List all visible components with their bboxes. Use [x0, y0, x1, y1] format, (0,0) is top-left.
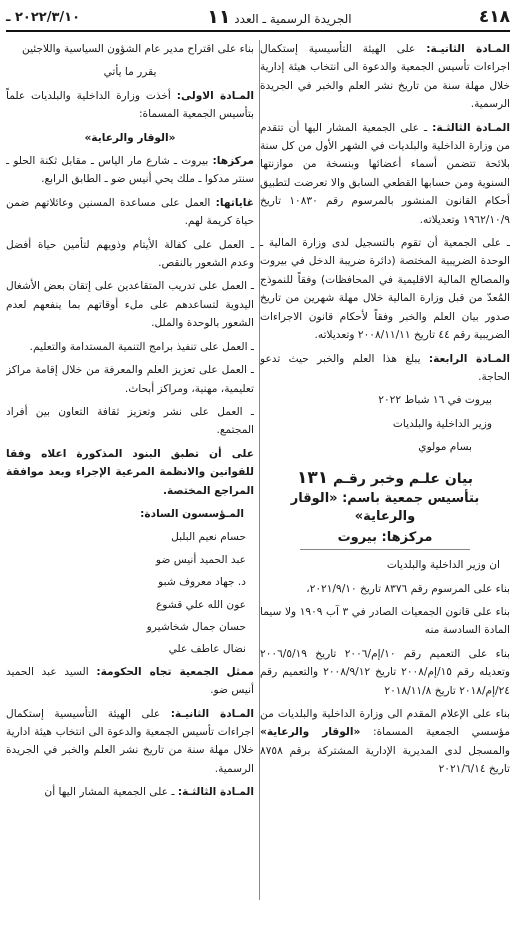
article-label: المـادة الرابعة: — [428, 352, 510, 365]
government-representative — [6, 663, 254, 700]
hq-label: مركزها: — [212, 155, 254, 168]
signature-place-date: بيروت في ١٦ شباط ٢٠٢٢ — [378, 394, 492, 407]
notice-basis-law: بناء على قانون الجمعيات الصادر في ٣ آب ١٩٠٩ ولا سيما المادة السادسة منه — [260, 605, 510, 637]
article-3-tax-clause: ـ على الجمعية أن تقوم بالتسجيل لدى وزارة المالية ـ الوحدة الضريبية المختصة (دائرة ضريبة الدخل في بيروت والمصالح المالية الاقليمية في المحافظات) وفقاً للنموذج المُعدّ من قبل وزارة المالية خلال مهلة شهرين من تاريخ صدور بيان العلم والخبر وفقاً لأحكام قانون الاجراءات الضريبية رقم ٤٤ تاريخ ٢٠٠٨/١١/١١ وتعديلاته. — [260, 237, 510, 342]
representative-text: السيد عبد الحميد أنيس ضو. — [6, 665, 254, 697]
minister-name: بسام مولوي — [418, 441, 472, 454]
notice-subtitle: بتأسيس جمعية باسم: «الوقار والرعاية» — [290, 490, 480, 525]
declaration-text-b: والمسجل لدى المديرية الإدارية المشتركة برقم ٨٧٥٨ تاريخ ٢٠٢١/٦/١٤ — [260, 744, 510, 776]
article-text: على الهيئة التأسيسية إستكمال اجراءات تأسيس الجمعية والدعوة الى انتخاب هيئة إدارية خلال مهلة سنة من تاريخ نشر العلم والخبر في الجريدة الرسمية. — [260, 43, 510, 111]
representative-label: ممثل الجمعية تجاه الحكومة: — [96, 665, 254, 678]
article-text: ـ على الجمعية المشار اليها أن — [44, 786, 175, 799]
goal-item: ـ العمل على نشر وتعزيز ثقافة التعاون بين أفراد المجتمع. — [6, 405, 254, 437]
notice-rule — [300, 549, 470, 550]
article-text: أخذت وزارة الداخلية والبلديات علماً بتأسيس الجمعية المسماة: — [6, 89, 254, 121]
minister-title: وزير الداخلية والبلديات — [392, 417, 492, 430]
journal-title — [207, 6, 351, 28]
article-label: المـادة الثالثـة: — [177, 786, 254, 799]
right-column — [260, 40, 510, 920]
founder-name: عون الله علي قشوع — [155, 598, 246, 611]
goal-item: ـ العمل على تنفيذ برامج التنمية المستدامة والتعليم. — [29, 340, 254, 353]
article-text: على الهيئة التأسيسية إستكمال اجراءات تأسيس الجمعية والدعوة الى انتخاب هيئة ادارية خلال مهلة سنة من تاريخ نشر العلم والخبر في الجريدة الرسمية. — [6, 707, 254, 775]
article-2 — [260, 40, 510, 114]
notice-basis-declaration — [260, 705, 510, 779]
article-label: المـادة الثانيـة: — [426, 43, 510, 55]
declaration-association-name: «الوقار والرعاية» — [260, 726, 361, 739]
founder-name: حسان جمال شخاشيرو — [146, 620, 246, 633]
notice-intro: ان وزير الداخلية والبلديات — [386, 559, 500, 572]
goals-label: غاياتها: — [215, 196, 254, 209]
article-label: المـادة الثانيـة: — [170, 707, 254, 720]
association-hq — [6, 152, 254, 189]
journal-name: الجريدة الرسمية ـ العدد — [234, 12, 352, 26]
goals-first — [6, 194, 254, 231]
issue-date: ٢٠٢٢/٣/١٠ ـ — [6, 9, 81, 25]
notice-number: ١٣١ — [296, 467, 329, 488]
article-2-left — [6, 705, 254, 779]
compliance-condition: على أن تطبق البنود المذكورة اعلاه وفقا للقوانين والانظمة المرعية الإجراء وبعد موافقة المراجع المختصة. — [6, 447, 254, 497]
goal-item: ـ العمل على كفالة الأيتام وذويهم لتأمين حياة أفضل وعدم الشعور بالنقص. — [6, 238, 254, 270]
notice-title-prefix: بيان علـم وخبر رقـم — [332, 470, 474, 487]
page-header — [6, 4, 510, 32]
article-3 — [260, 119, 510, 229]
founder-name: عبد الحميد أنيس ضو — [155, 553, 246, 566]
goal-item: ـ العمل على تدريب المتقاعدين على إتقان بعض الأشغال اليدوية لتساعدهم على ملء أوقاتهم بما ينفعهم لعدم الشعور بالوحدة والملل. — [6, 280, 254, 330]
association-name: «الوقار والرعاية» — [84, 131, 176, 144]
article-text: ـ على الجمعية المشار اليها أن تتقدم من وزارة الداخلية والبلديات في الشهر الأول من كل سنة بلائحة تتضمن أسماء أعضائها وبنسخة من موازنتها السنوية ومن حسابها القطعي السابق والا تعرضت لتطبيق أحكام القانون المنشور بالمرسوم رقم ١٠٨٣٠ تاريخ ١٩٦٢/١٠/٩ وتعديلاته. — [260, 121, 510, 226]
founders-label: المـؤسسون السادة: — [140, 507, 244, 520]
goal-text: العمل على مساعدة المسنين وعائلاتهم ضمن حياة كريمة لهم. — [6, 196, 254, 228]
hq-text: بيروت ـ شارع مار الياس ـ مقابل ثكنة الحلو ـ سنتر مدكوا ـ ملك يحي أنيس ضو ـ الطابق الرابع. — [6, 155, 254, 186]
page-number: ٤١٨ — [478, 7, 510, 27]
founder-name: د. جهاد معروف شبو — [158, 576, 246, 589]
article-text: يبلغ هذا العلم والخبر حيث تدعو الحاجة. — [260, 352, 510, 383]
declaration-text-a: بناء على الإعلام المقدم الى وزارة الداخلية والبلديات من مؤسسي الجمعية المسماة: — [260, 708, 510, 739]
decides-heading: يقرر ما يأتي — [103, 66, 157, 79]
article-label: المـادة الثالثـة: — [432, 121, 510, 134]
founder-name: حسام نعيم البلبل — [171, 531, 246, 544]
article-3-left — [6, 783, 254, 801]
issue-number: ١١ — [207, 6, 231, 28]
notice-basis-circular: بناء على التعميم رقم ١٠/إم/٢٠٠٦ تاريخ ٢٠٠٦/٥/١٩ وتعديله رقم ١٥/إم/٢٠٠٨ تاريخ ٢٠٠٨/٩/١٢ والتعميم رقم ٢٤/إم/٢٠١٨ تاريخ ٢٠١٨/١١/٨ — [260, 647, 510, 697]
proposal-basis: بناء على اقتراح مدير عام الشؤون السياسية واللاجئين — [22, 43, 254, 55]
article-4 — [260, 350, 510, 387]
notice-title — [260, 469, 510, 488]
signature-block — [260, 391, 510, 456]
notice-basis-decree: بناء على المرسوم رقم ٨٣٧٦ تاريخ ٢٠٢١/٩/١٠، — [306, 582, 510, 595]
notice-hq: مركزها: بيروت — [337, 529, 433, 545]
left-column — [6, 40, 254, 920]
article-label: المـادة الاولى: — [176, 89, 254, 102]
article-1 — [6, 87, 254, 124]
founder-name: نضال عاطف علي — [168, 643, 246, 656]
goal-item: ـ العمل على تعزيز العلم والمعرفة من خلال إقامة مراكز تعليمية، مهنية، ومراكز أبحاث. — [6, 364, 254, 395]
